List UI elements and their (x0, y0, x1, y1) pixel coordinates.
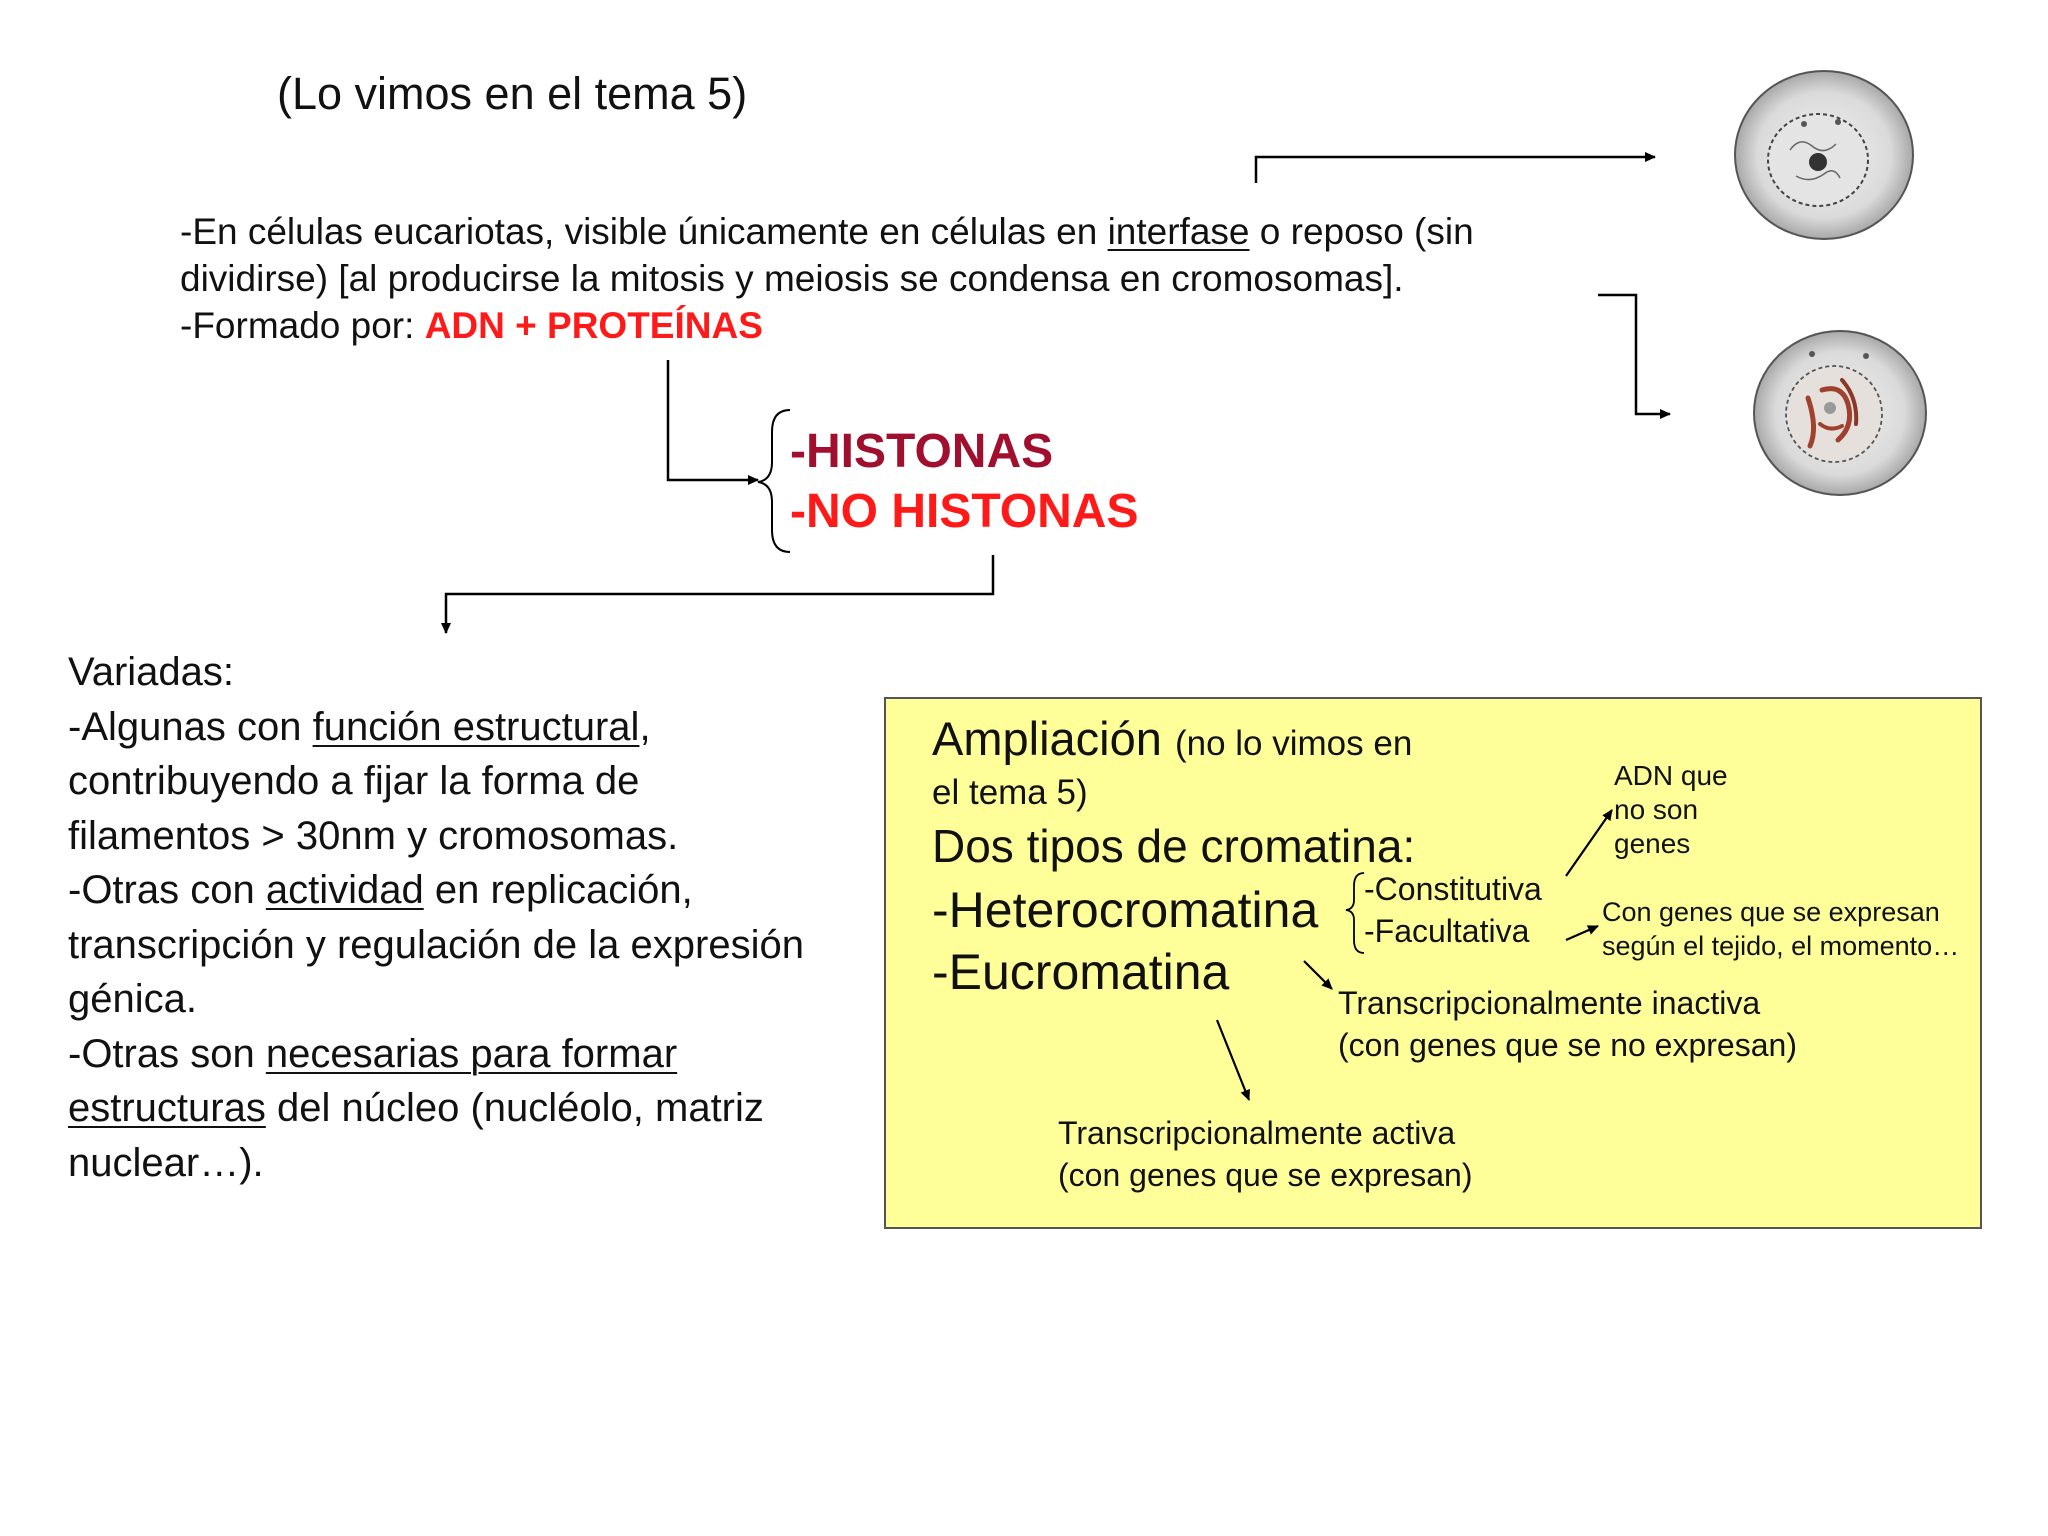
activa-note: Transcripcionalmente activa (con genes que se expresan) (1058, 1115, 1473, 1193)
interphase-cell-icon (1735, 71, 1913, 239)
subtitle: (Lo vimos en el tema 5) (277, 68, 748, 119)
variadas-heading: Variadas: (68, 650, 235, 694)
arrow-to-variadas (446, 555, 993, 633)
dos-tipos-heading: Dos tipos de cromatina: (932, 820, 1416, 872)
inactiva-note: Transcripcionalmente inactiva (con genes que se no expresan) (1338, 985, 1797, 1063)
histonas-label: -HISTONAS (790, 425, 1054, 478)
constitutiva-label: -Constitutiva (1364, 871, 1542, 907)
intro-line1-post: o reposo (sin dividirse) [al producirse la mitosis y meiosis se condensa en cromosomas]. (180, 211, 1474, 299)
facultativa-label: -Facultativa (1364, 913, 1530, 949)
arrow-to-protein-types (668, 360, 758, 480)
arrow-to-mitosis-cell (1598, 295, 1670, 414)
arrow-to-interphase-cell (1256, 157, 1655, 183)
intro-line1-pre: -En células eucariotas, visible únicamente en células en (180, 211, 1108, 252)
ampliacion-title-note: el tema 5) (932, 773, 1088, 812)
brace-protein-types-icon (758, 410, 790, 552)
intro-interfase: interfase (1107, 211, 1250, 252)
no-histonas-label: -NO HISTONAS (790, 485, 1139, 538)
eucromatina-label: -Eucromatina (932, 944, 1230, 1000)
arrow-eucromatina-activa (1217, 1020, 1249, 1100)
adn-note: ADN que no son genes (1614, 760, 1728, 859)
facultativa-note: Con genes que se expresan según el tejido, el momento… (1602, 897, 1960, 961)
intro-line2-pre: -Formado por: (180, 305, 425, 346)
arrow-constitutiva-note (1566, 810, 1612, 876)
ampliacion-title: Ampliación (no lo vimos en (932, 712, 1413, 765)
variadas-item-nucleus: -Otras son necesarias para formar estructuras del núcleo (nucléolo, matriz nuclear…). (68, 1031, 764, 1185)
variadas-item-activity: -Otras con actividad en replicación, transcripción y regulación de la expresión génica. (68, 868, 804, 1021)
intro-adn-proteinas: ADN + PROTEÍNAS (424, 305, 763, 346)
arrow-facultativa-note (1566, 926, 1598, 940)
brace-heterocromatina-icon (1346, 873, 1364, 953)
heterocromatina-label: -Heterocromatina (932, 882, 1319, 938)
prophase-cell-icon (1754, 331, 1926, 495)
arrow-heterocromatina-inactiva (1304, 961, 1332, 989)
variadas-item-structural: -Algunas con función estructural, contribuyendo a fijar la forma de filamentos > 30nm y cromosomas. (68, 704, 679, 858)
